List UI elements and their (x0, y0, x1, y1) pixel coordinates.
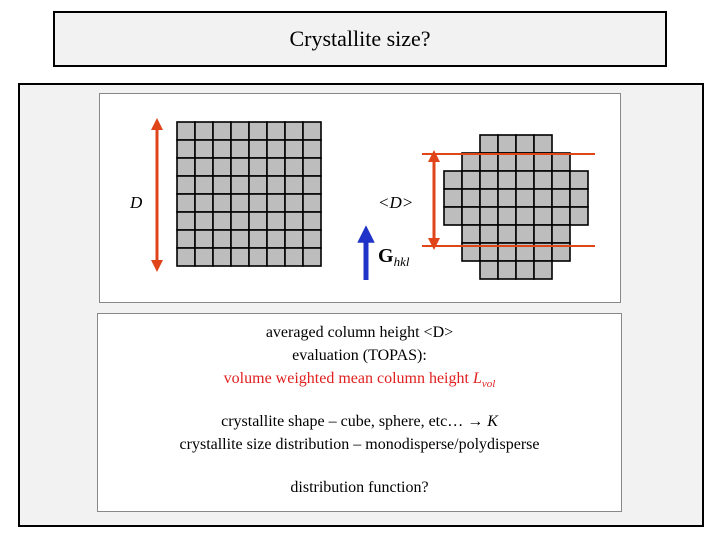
unit-cell (195, 140, 213, 158)
unit-cell (249, 122, 267, 140)
unit-cell (285, 158, 303, 176)
unit-cell (195, 212, 213, 230)
unit-cell (516, 189, 534, 207)
unit-cell (303, 230, 321, 248)
unit-cell (552, 171, 570, 189)
unit-cell (462, 153, 480, 171)
unit-cell (177, 194, 195, 212)
text-line-size-distribution: crystallite size distribution – monodisperse/polydisperse (179, 436, 540, 453)
square-crystallite (177, 122, 321, 266)
unit-cell (303, 194, 321, 212)
unit-cell (444, 189, 462, 207)
text-line-volume-weighted: volume weighted mean column height $L_{vol}$ (223, 370, 496, 391)
unit-cell (552, 153, 570, 171)
unit-cell (552, 207, 570, 225)
unit-cell (267, 194, 285, 212)
unit-cell (267, 158, 285, 176)
unit-cell (534, 189, 552, 207)
unit-cell (480, 207, 498, 225)
unit-cell (231, 230, 249, 248)
unit-cell (285, 248, 303, 266)
unit-cell (249, 194, 267, 212)
unit-cell (552, 189, 570, 207)
text-line-distribution-function: distribution function? (290, 479, 429, 496)
unit-cell (267, 230, 285, 248)
unit-cell (267, 212, 285, 230)
unit-cell (462, 189, 480, 207)
unit-cell (534, 153, 552, 171)
unit-cell (303, 176, 321, 194)
unit-cell (285, 194, 303, 212)
unit-cell (195, 194, 213, 212)
unit-cell (462, 171, 480, 189)
unit-cell (177, 122, 195, 140)
unit-cell (177, 176, 195, 194)
unit-cell (570, 171, 588, 189)
unit-cell (534, 261, 552, 279)
unit-cell (267, 122, 285, 140)
unit-cell (285, 140, 303, 158)
unit-cell (444, 207, 462, 225)
unit-cell (498, 171, 516, 189)
unit-cell (249, 140, 267, 158)
unit-cell (249, 158, 267, 176)
unit-cell (498, 189, 516, 207)
unit-cell (303, 140, 321, 158)
unit-cell (570, 189, 588, 207)
unit-cell (498, 135, 516, 153)
unit-cell (516, 171, 534, 189)
unit-cell (267, 248, 285, 266)
unit-cell (231, 194, 249, 212)
rounded-crystallite (444, 135, 588, 279)
unit-cell (303, 158, 321, 176)
unit-cell (249, 212, 267, 230)
unit-cell (516, 135, 534, 153)
text-line-averaged-height: averaged column height <D> (265, 324, 454, 341)
unit-cell (480, 153, 498, 171)
unit-cell (249, 248, 267, 266)
unit-cell (213, 194, 231, 212)
unit-cell (303, 122, 321, 140)
unit-cell (480, 189, 498, 207)
unit-cell (213, 212, 231, 230)
unit-cell (177, 140, 195, 158)
unit-cell (213, 122, 231, 140)
unit-cell (231, 122, 249, 140)
unit-cell (213, 140, 231, 158)
unit-cell (231, 140, 249, 158)
unit-cell (177, 158, 195, 176)
unit-cell (516, 153, 534, 171)
unit-cell (462, 225, 480, 243)
text-line-crystallite-shape: crystallite shape – cube, sphere, etc… → K (221, 413, 498, 430)
unit-cell (480, 171, 498, 189)
unit-cell (480, 225, 498, 243)
unit-cell (195, 122, 213, 140)
unit-cell (213, 248, 231, 266)
unit-cell (534, 225, 552, 243)
unit-cell (498, 261, 516, 279)
unit-cell (534, 207, 552, 225)
unit-cell (231, 248, 249, 266)
unit-cell (570, 207, 588, 225)
unit-cell (462, 207, 480, 225)
unit-cell (213, 158, 231, 176)
label-mean-d: <D> (378, 193, 414, 212)
unit-cell (177, 248, 195, 266)
unit-cell (498, 207, 516, 225)
unit-cell (480, 261, 498, 279)
unit-cell (267, 140, 285, 158)
unit-cell (213, 230, 231, 248)
unit-cell (534, 135, 552, 153)
unit-cell (231, 176, 249, 194)
unit-cell (534, 171, 552, 189)
title-box (53, 11, 667, 67)
unit-cell (195, 230, 213, 248)
unit-cell (498, 225, 516, 243)
diagram-panel (99, 93, 621, 303)
unit-cell (303, 248, 321, 266)
unit-cell (498, 153, 516, 171)
unit-cell (285, 122, 303, 140)
label-d: D (130, 193, 143, 212)
unit-cell (231, 212, 249, 230)
unit-cell (195, 176, 213, 194)
crystallite-diagram (100, 94, 620, 302)
unit-cell (516, 225, 534, 243)
unit-cell (516, 207, 534, 225)
unit-cell (249, 230, 267, 248)
text-panel (97, 313, 622, 512)
unit-cell (516, 261, 534, 279)
slide-title: Crystallite size? (289, 26, 431, 51)
vector-label: $G_{hkl}$ (378, 245, 410, 269)
unit-cell (480, 135, 498, 153)
unit-cell (213, 176, 231, 194)
text-line-evaluation: evaluation (TOPAS): (292, 347, 427, 364)
unit-cell (177, 212, 195, 230)
unit-cell (444, 171, 462, 189)
unit-cell (285, 212, 303, 230)
unit-cell (177, 230, 195, 248)
unit-cell (231, 158, 249, 176)
unit-cell (267, 176, 285, 194)
unit-cell (285, 230, 303, 248)
unit-cell (303, 212, 321, 230)
unit-cell (249, 176, 267, 194)
unit-cell (285, 176, 303, 194)
unit-cell (552, 225, 570, 243)
unit-cell (195, 158, 213, 176)
unit-cell (195, 248, 213, 266)
